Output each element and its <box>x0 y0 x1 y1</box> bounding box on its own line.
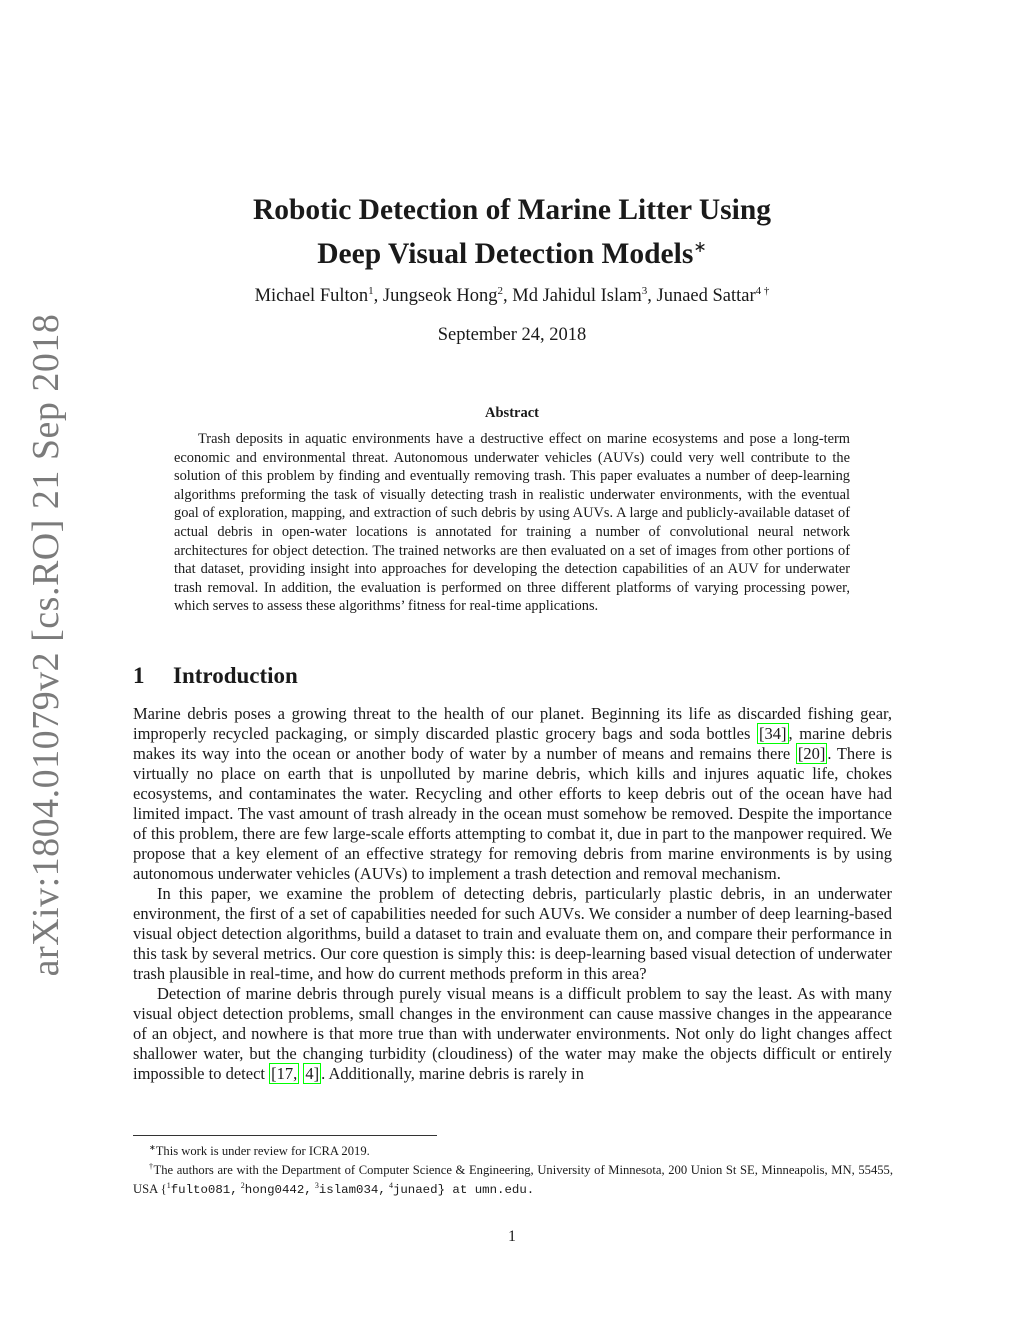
author-name: Jungseok Hong <box>382 286 498 307</box>
email-id: fulto081, <box>170 1183 238 1198</box>
author-list: Michael Fulton$^1$, Jungseok Hong$^2$, Md Jahidul Islam$^3$, Junaed Sattar$^{4 \dagger}$ <box>254 285 770 307</box>
paragraph: In this paper, we examine the problem of detecting debris, particularly plastic debris, in an underwater environment, the first of a set of capabilities needed for such AUVs. We consider a number of deep learning-based visual object detection algorithms, build a dataset to train and evaluate them on, and compare their performance in this task by several metrics. Our core question is simply this: is deep-learning based visual detection of underwater trash plausible in real-time, and how do current methods preform in this area? <box>133 884 892 983</box>
author-name: Md Jahidul Islam <box>512 286 642 307</box>
arxiv-identifier: arXiv:1804.01079v2 [cs.RO] 21 Sep 2018 <box>25 313 67 977</box>
author-name: Michael Fulton <box>254 286 369 307</box>
abstract-text: Trash deposits in aquatic environments have a destructive effect on marine ecosystems and pose a long-term economic and environmental threat. Autonomous underwater vehicles (AUVs) could very well contribute to the solution of this problem by finding and eventually removing trash. This paper evaluates a number of deep-learning algorithms preforming the task of visually detecting trash in realistic underwater environments, with the eventual goal of exploration, mapping, and extraction of such debris by using AUVs. A large and publicly-available dataset of actual debris in open-water locations is annotated for training a number of convolutional neural network architectures for object detection. The trained networks are then evaluated on a set of images from other portions of that dataset, providing insight into approaches for developing the detection capabilities of an AUV for underwater trash removal. In addition, the evaluation is performed on three different platforms of varying processing power, which serves to assess these algorithms’ fitness for real-time applications. <box>174 431 850 615</box>
citation-link[interactable]: [17, <box>271 1064 298 1083</box>
body-text <box>133 704 892 1084</box>
footnotes <box>133 1140 893 1199</box>
paragraph: Marine debris poses a growing threat to the health of our planet. Beginning its life as discarded fishing gear, improperly recycled packaging, or simply discarded plastic grocery bags and soda bottles [34] , marine debris makes its way into the ocean or another body of water by a number of means and remains there [20] . There is virtually no place on earth that is unpolluted by marine debris, which kills and injures aquatic life, chokes ecosystems, and contaminates the water. Recycling and other efforts to keep debris out of the ocean have had limited impact. The vast amount of trash already in the ocean must somehow be removed. Despite the importance of this problem, there are few large-scale efforts attempting to combat it, due in part to the manpower required. We propose that a key element of an effective strategy for removing debris from marine environments is by using autonomous underwater vehicles (AUVs) to implement a trash detection and removal mechanism. <box>133 704 892 883</box>
citation-link[interactable]: [34] <box>759 724 787 743</box>
footnote: †The authors are with the Department of Computer Science & Engineering, University of Minnesota, 200 Union St SE, Minneapolis, MN, 55455, USA {$^1$fulto081, $^2$hong0442, $^3$islam034, $^4$junaed} at umn.edu. <box>133 1162 894 1198</box>
title-line-1: Robotic Detection of Marine Litter Using <box>252 194 772 226</box>
section-title: Introduction <box>173 663 298 688</box>
author-name: Junaed Sattar <box>656 286 756 307</box>
paper-date: September 24, 2018 <box>437 325 587 345</box>
footnote: ∗This work is under review for ICRA 2019. <box>149 1143 370 1159</box>
paragraph: Detection of marine debris through purely visual means is a difficult problem to say the least. As with many visual object detection problems, small changes in the environment can cause massive changes in the appearance of an object, and nowhere is that more true than with underwater environments. Not only do light changes affect shallower water, but the changing turbidity (cloudiness) of the water may make the objects difficult or entirely impossible to detect [17, 4] . Additionally, marine debris is rarely in <box>133 984 892 1083</box>
email-id: islam034, <box>318 1183 386 1198</box>
section-number: 1 <box>133 663 145 688</box>
title-footnote-mark: ∗ <box>693 239 707 256</box>
abstract-heading: Abstract <box>485 405 539 421</box>
citation-link[interactable]: 4] <box>305 1064 320 1083</box>
email-id: hong0442, <box>244 1183 312 1198</box>
section-heading <box>133 663 298 689</box>
footnote-divider <box>133 1135 437 1136</box>
email-id: junaed <box>392 1183 438 1198</box>
paper-title <box>130 192 894 273</box>
citation-link[interactable]: [20] <box>797 744 826 763</box>
page-number: 1 <box>508 1228 516 1245</box>
title-line-2: Deep Visual Detection Models∗ <box>317 237 707 270</box>
